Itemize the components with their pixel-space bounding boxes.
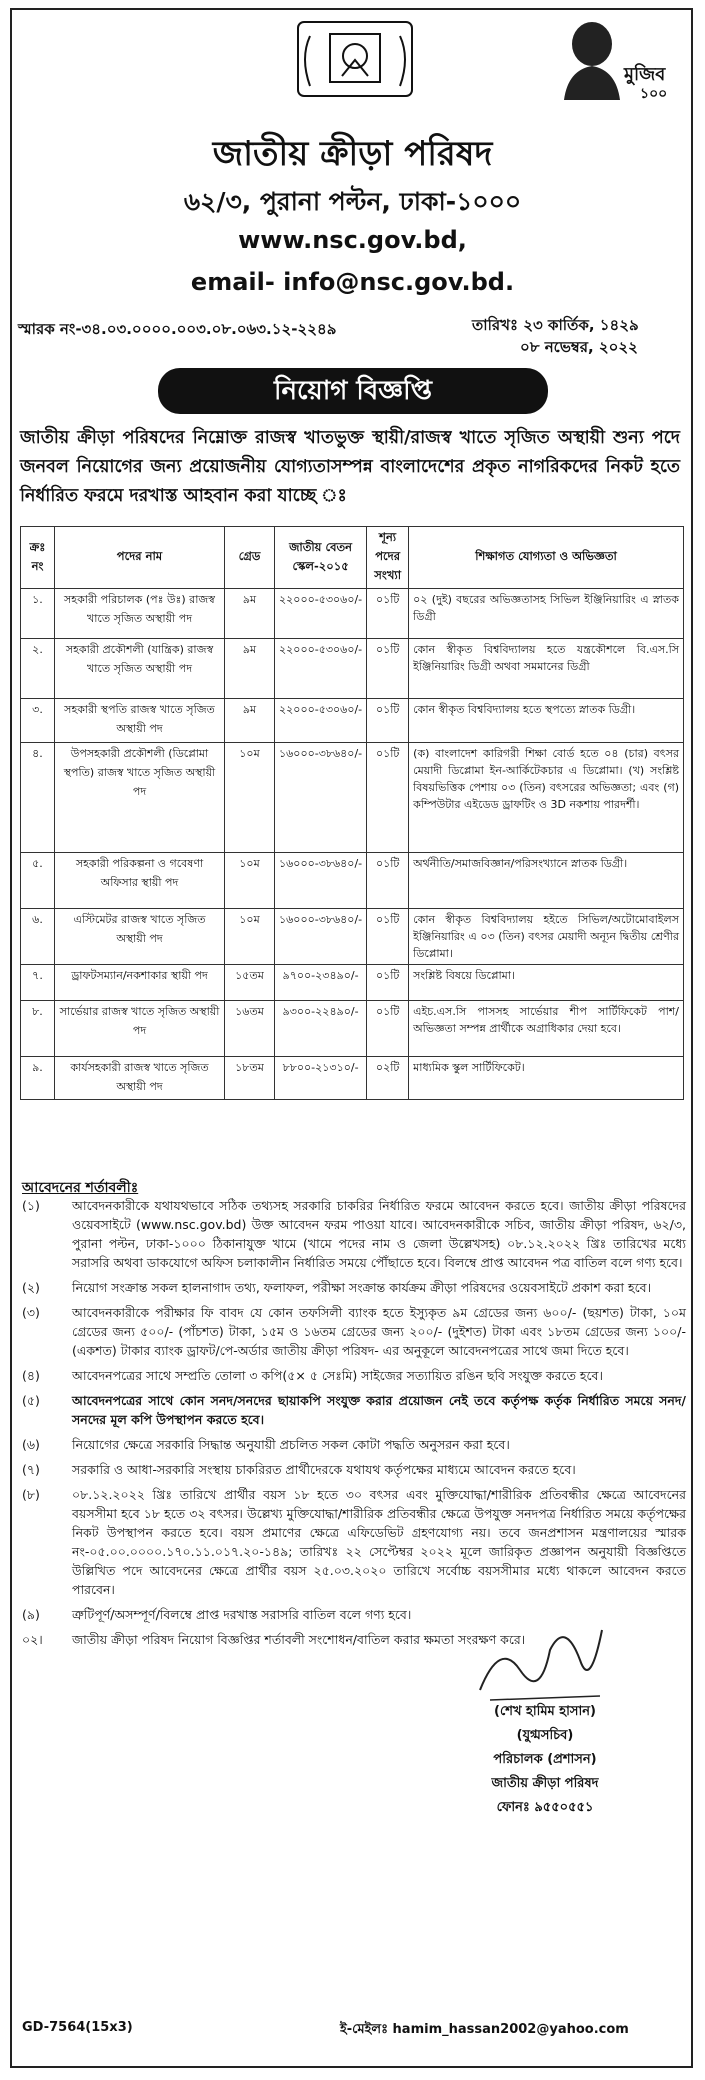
cell-serial: ৫. <box>21 853 55 909</box>
cell-grade: ১৮তম <box>225 1057 275 1100</box>
cell-grade: ১৫তম <box>225 965 275 1001</box>
cell-grade: ১৬তম <box>225 1001 275 1057</box>
condition-text: জাতীয় ক্রীড়া পরিষদ নিয়োগ বিজ্ঞপ্তির শর্তাবলী সংশোধন/বাতিল করার ক্ষমতা সংরক্ষণ করে। <box>72 1632 526 1647</box>
vacancy-table <box>20 526 684 1100</box>
date-gregorian: ০৮ নভেম্বর, ২০২২ <box>520 338 638 356</box>
cell-post: সহকারী স্থপতি রাজস্ব খাতে সৃজিত অস্থায়ী পদ <box>55 699 225 743</box>
gd-number: GD-7564(15x3) <box>22 2020 133 2035</box>
cell-serial: ৮. <box>21 1001 55 1057</box>
table-row <box>21 909 684 965</box>
cell-post: সহকারী পরিচালক (পঃ উঃ) রাজস্ব খাতে সৃজিত অস্থায়ী পদ <box>55 589 225 639</box>
table-row <box>21 699 684 743</box>
cell-post: সহকারী পরিকল্পনা ও গবেষণা অফিসার স্থায়ী পদ <box>55 853 225 909</box>
condition-item <box>18 1366 686 1385</box>
cell-vacancy: ০২টি <box>367 1057 409 1100</box>
table-row <box>21 743 684 853</box>
cell-scale: ৮৮০০-২১৩১০/- <box>275 1057 367 1100</box>
col-header-qualification: শিক্ষাগত যোগ্যতা ও অভিজ্ঞতা <box>409 527 684 589</box>
cell-serial: ৩. <box>21 699 55 743</box>
website-text: www.nsc.gov.bd, <box>238 226 467 254</box>
cell-vacancy: ০১টি <box>367 589 409 639</box>
cell-scale: ১৬০০০-৩৮৬৪০/- <box>275 743 367 853</box>
org-name: জাতীয় ক্রীড়া পরিষদ <box>212 134 493 174</box>
signatory-phone: ফোনঃ ৯৫৫০৫৫১ <box>496 1800 594 1815</box>
condition-item <box>18 1485 686 1599</box>
cell-serial: ৭. <box>21 965 55 1001</box>
table-row <box>21 589 684 639</box>
cell-scale: ৯৭০০-২৩৪৯০/- <box>275 965 367 1001</box>
cell-scale: ৯৩০০-২২৪৯০/- <box>275 1001 367 1057</box>
cell-grade: ৯ম <box>225 589 275 639</box>
signatory-name: (শেখ হামিম হাসান) <box>494 1704 596 1719</box>
cell-scale: ২২০০০-৫৩০৬০/- <box>275 639 367 699</box>
conditions-list <box>18 1196 686 1655</box>
condition-item <box>18 1278 686 1297</box>
cell-scale: ২২০০০-৫৩০৬০/- <box>275 589 367 639</box>
cell-qualification: সংশ্লিষ্ট বিষয়ে ডিপ্লোমা। <box>409 965 684 1001</box>
table-row <box>21 1057 684 1100</box>
condition-item <box>18 1303 686 1360</box>
cell-qualification: অর্থনীতি/সমাজবিজ্ঞান/পরিসংখ্যানে স্নাতক ডিগ্রী। <box>409 853 684 909</box>
date-bengali: ২৩ কার্তিক, ১৪২৯ <box>523 316 639 334</box>
mujib-100-logo <box>548 14 678 104</box>
cell-serial: ৯. <box>21 1057 55 1100</box>
cell-grade: ১০ম <box>225 743 275 853</box>
cell-grade: ৯ম <box>225 699 275 743</box>
condition-number: (৬) <box>22 1437 40 1452</box>
condition-text: নিয়োগের ক্ষেত্রে সরকারি সিদ্ধান্ত অনুযায়ী প্রচলিত সকল কোটা পদ্ধতি অনুসরন করা হবে। <box>72 1437 510 1452</box>
cell-grade: ১০ম <box>225 853 275 909</box>
condition-text: নিয়োগ সংক্রান্ত সকল হালনাগাদ তথ্য, ফলাফল, পরীক্ষা সংক্রান্ত কার্যক্রম ক্রীড়া পরিষদের ওয়েবসাইটে প্রকাশ করা হবে। <box>72 1280 652 1295</box>
condition-number: (৫) <box>22 1393 40 1408</box>
condition-text: আবেদনকারীকে যথাযথভাবে সঠিক তথ্যসহ সরকারি চাকরির নির্ধারিত ফরমে আবেদন করতে হবে। জাতীয় ক্রীড়া পরিষদের ওয়েবসাইটে (www.nsc.gov.bd) উক্ত আবেদন ফরম পাওয়া যাবে। আবেদনকারীকে সচিব, জাতীয় ক্রীড়া পরিষদ, ৬২/৩, পুরানা পল্টন, ঢাকা-১০০০ ঠিকানাযুক্ত খামে (খামে পদের নাম ও জেলা উল্লেখসহ) ০৮.১২.২০২২ খ্রিঃ তারিখের মধ্যে সরাসরি অথবা ডাকযোগে অফিস চলাকালীন নির্ধারিত সময়ে পৌঁছাতে হবে। বিলম্বে প্রাপ্ত আবেদন পত্র বাতিল বলে গণ্য হবে। <box>72 1198 686 1270</box>
condition-text: ত্রুটিপূর্ণ/অসম্পূর্ণ/বিলম্বে প্রাপ্ত দরখাস্ত সরাসরি বাতিল বলে গণ্য হবে। <box>72 1607 412 1622</box>
cell-grade: ১০ম <box>225 909 275 965</box>
cell-post: সার্ভেয়ার রাজস্ব খাতে সৃজিত অস্থায়ী পদ <box>55 1001 225 1057</box>
intro-paragraph: জাতীয় ক্রীড়া পরিষদের নিম্নোক্ত রাজস্ব খাতভুক্ত স্থায়ী/রাজস্ব খাতে সৃজিত অস্থায়ী শুন্য পদে জনবল নিয়োগের জন্য প্রয়োজনীয় যোগ্যতাসম্পন্ন বাংলাদেশের প্রকৃত নাগরিকদের নিকট হতে নির্ধারিত ফরমে দরখাস্ত আহবান করা যাচ্ছে ঃ <box>20 428 680 506</box>
condition-number: (১) <box>22 1198 40 1213</box>
condition-number: (৭) <box>22 1462 40 1477</box>
signatory-email: ই-মেইলঃ hamim_hassan2002@yahoo.com <box>340 2022 629 2037</box>
notice-title-banner: নিয়োগ বিজ্ঞপ্তি <box>158 368 548 414</box>
condition-number: (৯) <box>22 1607 40 1622</box>
nsc-logo <box>280 16 430 100</box>
col-header-post: পদের নাম <box>55 527 225 589</box>
table-header-row <box>21 527 684 589</box>
table-row <box>21 639 684 699</box>
cell-qualification: ০২ (দুই) বছরের অভিজ্ঞতাসহ সিভিল ইঞ্জিনিয়ারিং এ স্নাতক ডিগ্রী <box>409 589 684 639</box>
condition-text: আবেদনপত্রের সাথে কোন সনদ/সনদের ছায়াকপি সংযুক্ত করার প্রয়োজন নেই তবে কর্তৃপক্ষ কর্তৃক নির্ধারিত সময়ে সনদ/সনদের মূল কপি উপস্থাপন করতে হবে। <box>72 1393 686 1427</box>
signature-block <box>410 1700 680 1820</box>
cell-serial: ৪. <box>21 743 55 853</box>
cell-post: কার্যসহকারী রাজস্ব খাতে সৃজিত অস্থায়ী পদ <box>55 1057 225 1100</box>
col-header-serial: ক্রঃ নং <box>21 527 55 589</box>
condition-text: আবেদনপত্রের সাথে সম্প্রতি তোলা ৩ কপি(৫× ৫ সেঃমি) সাইজের সত্যায়িত রঙিন ছবি সংযুক্ত করতে হবে। <box>72 1368 603 1383</box>
cell-qualification: মাধ্যমিক স্কুল সার্টিফিকেট। <box>409 1057 684 1100</box>
svg-text:মুজিব: মুজিব <box>624 64 666 85</box>
condition-number: (৮) <box>22 1487 40 1502</box>
cell-post: সহকারী প্রকৌশলী (যান্ত্রিক) রাজস্ব খাতে সৃজিত অস্থায়ী পদ <box>55 639 225 699</box>
col-header-grade: গ্রেড <box>225 527 275 589</box>
conditions-heading: আবেদনের শর্তাবলীঃ <box>22 1180 139 1196</box>
signatory-rank: (যুগ্মসচিব) <box>516 1728 574 1743</box>
memo-reference: স্মারক নং-৩৪.০৩.০০০০.০০৩.০৮.০৬৩.১২-২২৪৯ <box>18 320 337 338</box>
signatory-designation: পরিচালক (প্রশাসন) <box>493 1752 597 1767</box>
cell-vacancy: ০১টি <box>367 909 409 965</box>
condition-number: (৪) <box>22 1368 40 1383</box>
cell-qualification: কোন স্বীকৃত বিশ্ববিদ্যালয় হইতে সিভিল/অটোমোবাইলস ইঞ্জিনিয়ারিং এ ০৩ (তিন) বৎসর মেয়াদী অন্যূন দ্বিতীয় শ্রেণীর ডিপ্লোমা। <box>409 909 684 965</box>
cell-qualification: কোন স্বীকৃত বিশ্ববিদ্যালয় হতে যন্ত্রকৌশলে বি.এস.সি ইঞ্জিনিয়ারিং ডিগ্রী অথবা সমমানের ডিগ্রী <box>409 639 684 699</box>
condition-item <box>18 1460 686 1479</box>
date-label: তারিখঃ <box>472 316 518 334</box>
condition-text: আবেদনকারীকে পরীক্ষার ফি বাবদ যে কোন তফসিলী ব্যাংক হতে ইস্যুকৃত ৯ম গ্রেডের জন্য ৬০০/- (ছয়শত) টাকা, ১০ম গ্রেডের জন্য ৫০০/- (পাঁচশত) টাকা, ১৫ম ও ১৬তম গ্রেডের জন্য ২০০/- (দুইশত) টাকা এবং ১৮তম গ্রেডের জন্য ১০০/- (একশত) টাকার ব্যাংক ড্রাফট/পে-অর্ডার জাতীয় ক্রীড়া পরিষদ- এর অনুকূলে আবেদনপত্রের সাথে জমা দিতে হবে। <box>72 1305 686 1358</box>
cell-scale: ২২০০০-৫৩০৬০/- <box>275 699 367 743</box>
cell-vacancy: ০১টি <box>367 853 409 909</box>
cell-vacancy: ০১টি <box>367 639 409 699</box>
email-text: email- info@nsc.gov.bd. <box>190 268 515 296</box>
condition-number: ০২। <box>22 1632 43 1647</box>
cell-qualification: (ক) বাংলাদেশ কারিগরী শিক্ষা বোর্ড হতে ০৪ (চার) বৎসর মেয়াদী ডিপ্লোমা ইন-আর্কিটেকচার এ ডিপ্লোমা। (খ) সংশ্লিষ্ট বিষয়ভিত্তিক পেশায় ০৩ (তিন) বৎসরের অভিজ্ঞতা; এবং (গ) কম্পিউটার এইডেড ড্রাফটিং ও 3D নকশায় পারদর্শী। <box>409 743 684 853</box>
condition-text: সরকারি ও আধা-সরকারি সংস্থায় চাকরিরত প্রার্থীদেরকে যথাযথ কর্তৃপক্ষের মাধ্যমে আবেদন করতে হবে। <box>72 1462 576 1477</box>
memo-date <box>472 314 639 358</box>
cell-serial: ২. <box>21 639 55 699</box>
col-header-scale: জাতীয় বেতন স্কেল-২০১৫ <box>275 527 367 589</box>
cell-qualification: এইচ.এস.সি পাসসহ সার্ভেয়ার শীপ সার্টিফিকেট পাশ/অভিজ্ঞতা সম্পন্ন প্রার্থীকে অগ্রাধিকার দেয়া হবে। <box>409 1001 684 1057</box>
cell-vacancy: ০১টি <box>367 1001 409 1057</box>
cell-serial: ৬. <box>21 909 55 965</box>
cell-post: উপসহকারী প্রকৌশলী (ডিপ্লোমা স্থপতি) রাজস্ব খাতে সৃজিত অস্থায়ী পদ <box>55 743 225 853</box>
condition-item <box>18 1435 686 1454</box>
handwritten-signature <box>470 1600 610 1710</box>
cell-scale: ১৬০০০-৩৮৬৪০/- <box>275 909 367 965</box>
table-row <box>21 965 684 1001</box>
condition-number: (২) <box>22 1280 40 1295</box>
cell-vacancy: ০১টি <box>367 743 409 853</box>
cell-vacancy: ০১টি <box>367 699 409 743</box>
cell-qualification: কোন স্বীকৃত বিশ্ববিদ্যালয় হতে স্থপত্যে স্নাতক ডিগ্রী। <box>409 699 684 743</box>
cell-serial: ১. <box>21 589 55 639</box>
cell-post: এস্টিমেটর রাজস্ব খাতে সৃজিত অস্থায়ী পদ <box>55 909 225 965</box>
table-row <box>21 853 684 909</box>
cell-grade: ৯ম <box>225 639 275 699</box>
condition-item <box>18 1196 686 1272</box>
table-row <box>21 1001 684 1057</box>
condition-number: (৩) <box>22 1305 40 1320</box>
condition-item <box>18 1391 686 1429</box>
signatory-org: জাতীয় ক্রীড়া পরিষদ <box>491 1776 599 1791</box>
org-address: ৬২/৩, পুরানা পল্টন, ঢাকা-১০০০ <box>183 187 522 216</box>
condition-text: ০৮.১২.২০২২ খ্রিঃ তারিখে প্রার্থীর বয়স ১৮ হতে ৩০ বৎসর এবং মুক্তিযোদ্ধা/শারীরিক প্রতিবন্ধীর ক্ষেত্রে আবেদনের বয়সসীমা হবে ১৮ হতে ৩২ বৎসর। উল্লেখ্য মুক্তিযোদ্ধা/শারীরিক প্রতিবন্ধীর ক্ষেত্রে উপযুক্ত সনদপত্র নির্ধারিত সময়ে কর্তৃপক্ষের নিকট উপস্থাপন করতে হবে। বয়স প্রমাণের ক্ষেত্রে এফিডেভিট গ্রহণযোগ্য নয়। তবে জনপ্রশাসন মন্ত্রণালয়ের স্মারক নং-০৫.০০.০০০০.১৭০.১১.০১৭.২০-১৪৯; তারিখঃ ২২ সেপ্টেম্বর ২০২২ মূলে জারিকৃত প্রজ্ঞাপন অনুযায়ী বিজ্ঞপ্তিতে উল্লিখিত পদে আবেদনের ক্ষেত্রে প্রার্থীর বয়স ২৫.০৩.২০২০ তারিখে সর্বোচ্চ বয়সসীমার মধ্যে থাকলে আবেদন করতে পারবেন। <box>72 1487 686 1597</box>
cell-scale: ১৬০০০-৩৮৬৪০/- <box>275 853 367 909</box>
cell-vacancy: ০১টি <box>367 965 409 1001</box>
svg-text:১০০: ১০০ <box>640 86 668 102</box>
col-header-vacancy: শূন্য পদের সংখ্যা <box>367 527 409 589</box>
cell-post: ড্রাফটসম্যান/নকশাকার স্থায়ী পদ <box>55 965 225 1001</box>
